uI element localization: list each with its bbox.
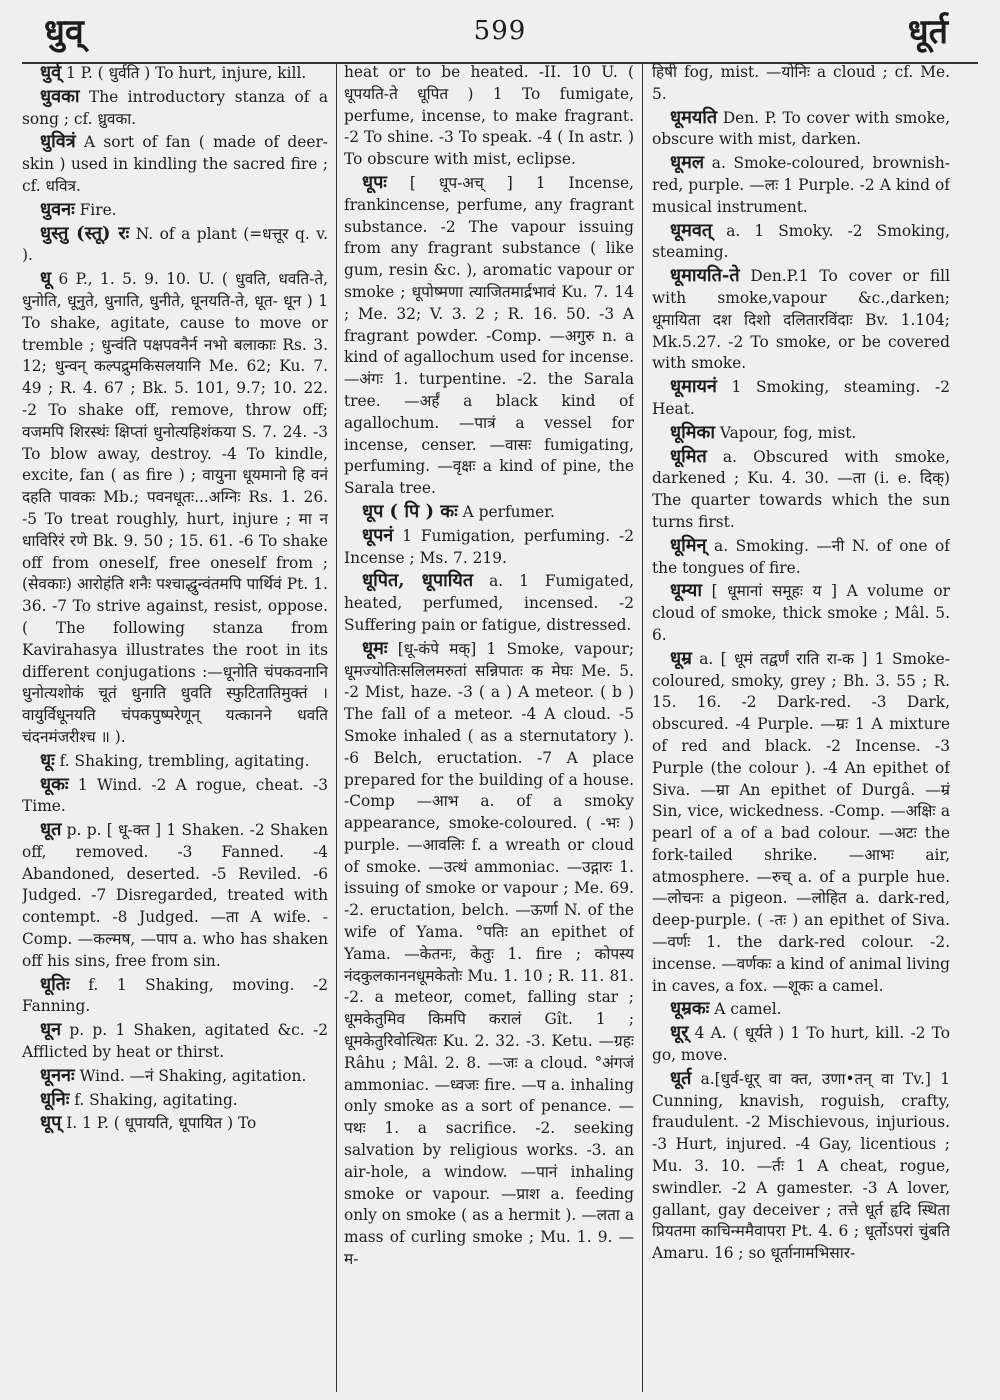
entry-definition: N. of a plant (=धत्तूर q. v. ). (22, 224, 328, 265)
dictionary-entry (652, 107, 950, 152)
dictionary-entry (652, 152, 950, 218)
dictionary-entry (22, 131, 328, 197)
entry-headword: धूत (40, 819, 62, 841)
dictionary-entry (22, 1112, 328, 1135)
dictionary-entry (652, 220, 950, 265)
entry-definition: a. Smoke-coloured, brownish-red, purple. —लः 1 Purple. -2 A kind of musical instrument. (652, 154, 950, 216)
dictionary-entry (22, 62, 328, 85)
entry-headword: धूननः (40, 1064, 75, 1086)
entry-headword: धूर्त (670, 1067, 692, 1089)
column-divider (642, 62, 643, 1392)
entry-headword: धूमवत् (670, 219, 713, 241)
entry-definition: हिषी fog, mist. —योनिः a cloud ; cf. Me. 5. (652, 63, 950, 103)
entry-headword: धूपनं (362, 524, 394, 546)
entry-headword: धूनिः (40, 1088, 70, 1110)
left-running-headword: धुव् (44, 12, 84, 52)
dictionary-entry (22, 199, 328, 222)
entry-definition: Vapour, fog, mist. (714, 423, 857, 442)
entry-headword: धूम्या (670, 580, 703, 602)
dictionary-entry (22, 819, 328, 973)
dictionary-entry (22, 268, 328, 749)
dictionary-entry (652, 1022, 950, 1067)
entry-definition: The introductory stanza of a song ; cf. ध्रुवका. (22, 87, 328, 128)
entry-definition: A perfumer. (457, 502, 555, 521)
page-header (22, 8, 978, 64)
dictionary-entry (344, 525, 634, 570)
entry-headword: धूर् (670, 1022, 689, 1044)
entry-definition: f. Shaking, agitating. (69, 1090, 238, 1109)
entry-definition: p. p. 1 Shaken, agitated &c. -2 Afflicted by heat or thirst. (22, 1021, 328, 1062)
dictionary-entry (22, 86, 328, 131)
entry-definition: a. 1 Smoky. -2 Smoking, steaming. (652, 221, 950, 262)
entry-headword: धुवित्रं (40, 131, 76, 153)
dictionary-entry (344, 501, 634, 524)
dictionary-entry (344, 570, 634, 636)
entry-definition: Den. P. To cover with smoke, obscure with mist, darken. (652, 108, 950, 149)
entry-headword: धुवका (40, 85, 80, 107)
entry-definition: I. 1 P. ( धूपायति, धूपायित ) To (61, 1114, 257, 1133)
entry-definition: Fire. (74, 200, 117, 219)
dictionary-entry (652, 648, 950, 998)
entry-headword: धुवनः (40, 198, 75, 220)
entry-definition: a. Smoking. —नी N. of one of the tongues of fire. (652, 536, 950, 577)
entry-headword: धूमयति (670, 106, 718, 128)
entry-definition: a. 1 Fumigated, heated, perfumed, incensed. -2 Suffering pain or fatigue, distressed. (344, 572, 634, 634)
entry-definition: Wind. —नं Shaking, agitation. (74, 1066, 307, 1085)
entry-definition: [ धूप-अच् ] 1 Incense, frankincense, perfume, any fragrant substance. -2 The vapour issuing from any fragrant substance ( like gum, resin &c. ), aromatic vapour or smoke ; धूपोष्मणा त्याजितमार्द्रभावं Ku. 7. 14 ; Me. 32; V. 3. 2 ; R. 16. 50. -3 A fragrant powder. -Comp. —अगुरु n. a kind of agallochum used for incense. —अंगः 1. turpentine. -2. the Sarala tree. —अर्हं a black kind of agallochum. —पात्रं a vessel for incense, censer. —वासः fumigating, perfuming. —वृक्षः a kind of pine, the Sarala tree. (344, 173, 634, 498)
column-3 (652, 62, 950, 1392)
entry-headword: धूपित, धूपायित (362, 570, 474, 592)
dictionary-entry (22, 974, 328, 1019)
dictionary-entry (652, 265, 950, 375)
entry-definition: a. [ धूमं तद्वर्णं राति रा-क ] 1 Smoke-coloured, smoky, grey ; Bh. 3. 55 ; R. 15. 16. -2 Dark-red. -3 Dark, obscured. -4 Purple. —म्रः 1 A mixture of red and black. -2 Incense. -3 Purple (the colour ). -4 An epithet of Siva. —म्रा An epithet of Durgâ. —म्रं Sin, vice, wickedness. -Comp. —अक्षिः a pearl of a of a bad colour. —अटः the fork-tailed shrike. —आभः air, atmosphere. —रुच् a. of a purple hue. —लोचनः a pigeon. —लोहित a. dark-red, deep-purple. ( -तः ) an epithet of Siva. —वर्णः 1. the dark-red colour. -2. incense. —वर्णकः a kind of animal living in caves, a fox. —शूकः a camel. (652, 649, 950, 995)
column-1 (22, 62, 328, 1392)
entry-headword: धू (40, 268, 52, 290)
column-2 (344, 62, 634, 1392)
entry-headword: धुस्तु (स्तू) रः (40, 222, 130, 244)
entry-headword: धूमिन् (670, 534, 707, 556)
entry-headword: धूमित (670, 445, 707, 467)
entry-headword: धूप ( पि ) कः (362, 500, 458, 522)
dictionary-entry (652, 376, 950, 421)
entry-headword: धूकः (40, 773, 69, 795)
text-columns (22, 62, 978, 1392)
entry-headword: धूमायनं (670, 376, 717, 398)
dictionary-entry (22, 1065, 328, 1088)
entry-definition: 6 P., 1. 5. 9. 10. U. ( धुवति, धवति-ते, धुनोति, धूनुते, धुनाति, धुनीते, धूनयति-ते, धूत- धून ) 1 To shake, agitate, cause to move or tremble ; धुन्वंति पक्षपवनैर्न नभो बलाकाः Rs. 3. 12; धुन्वन् कल्पद्रुमकिसलयानि Me. 62; Ku. 7. 49 ; R. 4. 67 ; Bk. 5. 101, 9.7; 10. 22. -2 To shake off, remove, throw off; वजमपि शिरस्थंः क्षिप्तां धुनोत्यहिशंकया S. 7. 24. -3 To blow away, destroy. -4 To kindle, excite, fan ( as fire ) ; वायुना धूयमानो हि वनं दहति पावकः Mb.; पवनधूतः...अग्निः Rs. 1. 26. -5 To treat roughly, hurt, injure ; मा न धाविरिरं रणे Bk. 9. 50 ; 15. 61. -6 To shake off from oneself, free oneself from ; (सेवकाः) आरोहंति शनैः पश्चाद्धुन्वंतमपि पार्थिवं Pt. 1. 36. -7 To strive against, resist, oppose. ( The following stanza from Kavirahasya illustrates the root in its different conjugations :—धूनोति चंपकवनानि धुनोत्यशोकं चूतं धुनाति धुवति स्फुटितातिमुक्तं । वायुर्विधूनयति चंपकपुष्परेणून् यत्कानने धवति चंदनमंजरीश्च ॥ ). (22, 270, 328, 746)
entry-headword: धूप् (40, 1112, 62, 1134)
dictionary-entry (344, 172, 634, 500)
entry-definition: 4 A. ( धूर्यते ) 1 To hurt, kill. -2 To go, move. (652, 1024, 950, 1065)
entry-definition: A camel. (709, 1000, 782, 1019)
entry-definition: 1 Fumigation, perfuming. -2 Incense ; Ms. 7. 219. (344, 526, 634, 567)
entry-definition: A sort of fan ( made of deer-skin ) used in kindling the sacred fire ; cf. धवित्र. (22, 133, 328, 195)
entry-headword: धूमिका (670, 421, 715, 443)
entry-definition: [ धूमानां समूहः य ] A volume or cloud of smoke, thick smoke ; Mâl. 5. 6. (652, 582, 950, 644)
entry-headword: धूमायति-ते (670, 265, 740, 287)
entry-definition: p. p. [ धू-क्त ] 1 Shaken. -2 Shaken off, removed. -3 Fanned. -4 Abandoned, deserted. -5 Reviled. -6 Judged. -7 Disregarded, treated with contempt. -8 Judged. —ता A wife. -Comp. —कल्मष, —पाप a. who has shaken off his sins, free from sin. (22, 821, 328, 970)
entry-definition: f. Shaking, trembling, agitating. (54, 751, 310, 770)
page-number: 599 (473, 16, 527, 46)
entry-definition: a. Obscured with smoke, darkened ; Ku. 4. 30. —ता (i. e. दिक्) The quarter towards which the sun turns first. (652, 447, 950, 531)
dictionary-entry (22, 1089, 328, 1112)
entry-headword: धूमल (670, 152, 705, 174)
entry-headword: धूमः (362, 637, 388, 659)
entry-definition: f. 1 Shaking, moving. -2 Fanning. (22, 975, 328, 1016)
dictionary-entry (22, 774, 328, 819)
dictionary-entry (652, 62, 950, 106)
entry-definition: Den.P.1 To cover or fill with smoke,vapour &c.,darken; धूमायिता दश दिशो दलितारविंदाः Bv. 1.104; Mk.5.27. -2 To smoke, or be covered with smoke. (652, 267, 950, 373)
entry-definition: heat or to be heated. -II. 10 U. ( धूपयति-ते धूपित ) 1 To fumigate, perfume, incense, to make fragrant. -2 To shine. -3 To speak. -4 ( In astr. ) To obscure with mist, eclipse. (344, 63, 634, 169)
column-divider (336, 62, 337, 1392)
dictionary-entry (22, 750, 328, 773)
dictionary-entry (22, 223, 328, 268)
dictionary-entry (344, 62, 634, 171)
entry-headword: धूम्र (670, 647, 692, 669)
entry-headword: धून (40, 1019, 62, 1041)
entry-headword: धूतिः (40, 973, 70, 995)
dictionary-entry (652, 422, 950, 445)
entry-definition: [धू-कंपे मक्] 1 Smoke, vapour; धूमज्योतिःसलिलमरुतां सन्निपातः क मेघः Me. 5. -2 Mist, haze. -3 ( a ) A meteor. ( b ) The fall of a meteor. -4 A cloud. -5 Smoke inhaled ( as a sternutatory ). -6 Belch, eructation. -7 A place prepared for the building of a house. -Comp —आभ a. of a smoky appearance, smoke-coloured. ( -भः ) purple. —आवलिः f. a wreath or cloud of smoke. —उत्थं ammoniac. —उद्गारः 1. issuing of smoke or vapour ; Me. 69. -2. eructation, belch. —ऊर्णा N. of the wife of Yama. °पतिः an epithet of Yama. —केतनः, केतुः 1. fire ; कोपस्य नंदकुलकाननधूमकेतोः Mu. 1. 10 ; R. 11. 81. -2. a meteor, comet, falling star ; धूमकेतुमिव किमपि करालं Gît. 1 ; धूमकेतुरिवोत्थितः Ku. 2. 32. -3. Ketu. —ग्रहः Râhu ; Mâl. 2. 8. —जः a cloud. °अंगजं ammoniac. —ध्वजः fire. —प a. inhaling only smoke as a sort of penance. —पथः 1. a sacrifice. -2. seeking salvation by religious works. -3. an air-hole, a window. —पानं inhaling smoke or vapour. —प्राश a. feeding only on smoke ( as a hermit ). —लता a mass of curling smoke ; Mu. 1. 9. —म- (344, 639, 634, 1269)
dictionary-entry (652, 1068, 950, 1265)
dictionary-entry (22, 1019, 328, 1064)
entry-definition: a.[धुर्व-धूर् वा क्त, उणा•तन् वा Tv.] 1 Cunning, knavish, roguish, crafty, fraudulent. -2 Mischievous, injurious. -3 Hurt, injured. -4 Gay, licentious ; Mu. 3. 10. —र्तः 1 A cheat, rogue, swindler. -2 A gamester. -3 A lover, gallant, gay deceiver ; तत्ते धूर्त हृदि स्थिता प्रियतमा काचिन्ममैवापरा Pt. 4. 6 ; धूर्तोऽपरां चुंबति Amaru. 16 ; so धूर्तानामभिसार- (652, 1069, 950, 1263)
dictionary-entry (344, 638, 634, 1271)
dictionary-entry (652, 535, 950, 580)
entry-definition: 1 P. ( धुर्वति ) To hurt, injure, kill. (61, 64, 307, 82)
right-running-headword: धूर्त (907, 12, 948, 52)
entry-headword: धूम्रकः (670, 998, 710, 1020)
dictionary-entry (652, 580, 950, 646)
entry-headword: धूः (40, 749, 55, 771)
dictionary-entry (652, 998, 950, 1021)
entry-definition: 1 Smoking, steaming. -2 Heat. (652, 378, 950, 418)
entry-headword: धूपः (362, 171, 387, 193)
dictionary-entry (652, 446, 950, 534)
entry-headword: धुर्व् (40, 62, 62, 83)
entry-definition: 1 Wind. -2 A rogue, cheat. -3 Time. (22, 775, 328, 816)
